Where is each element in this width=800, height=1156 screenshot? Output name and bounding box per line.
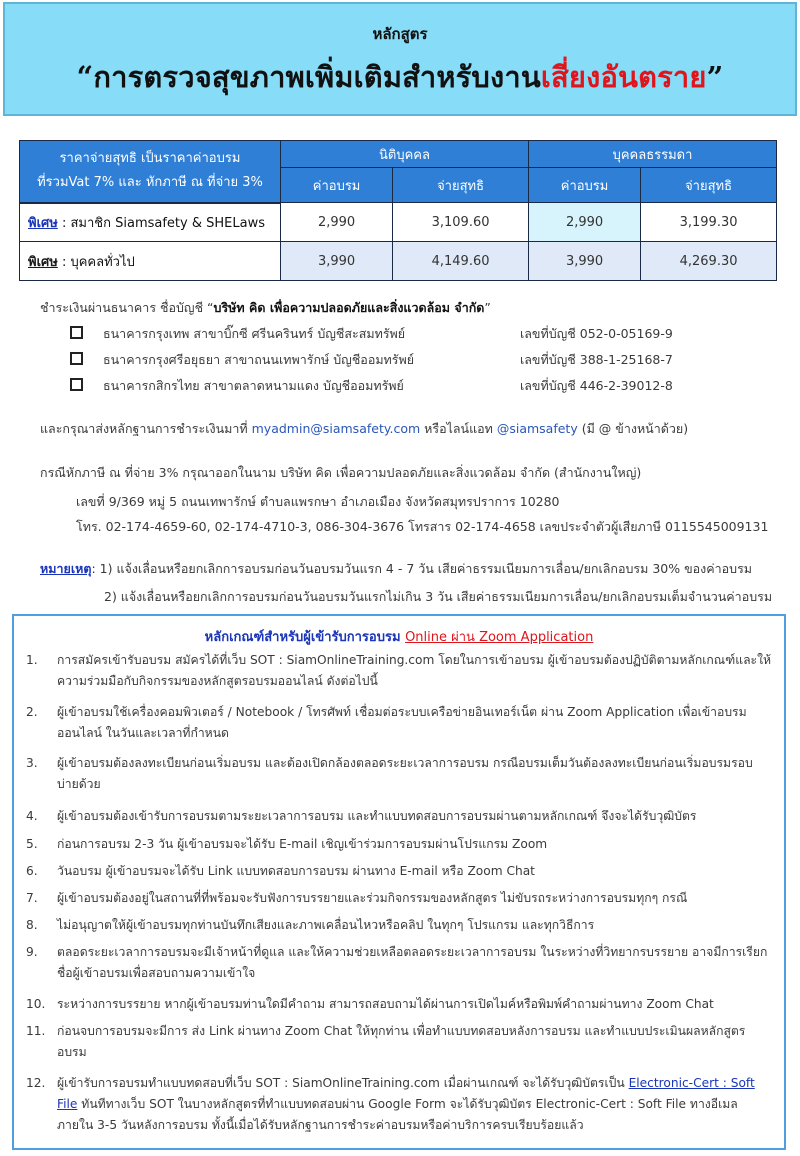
list-item xyxy=(14,1021,784,1073)
checkbox-icon xyxy=(70,378,83,391)
item-text: ระหว่างการบรรยาย หากผู้เข้าอบรมท่านใดมีคำถาม สามารถสอบถามได้ผ่านการเปิดไมค์หรือพิมพ์คำถามผ่านทาง Zoom Chat xyxy=(57,997,714,1011)
item-text: ผู้เข้ารับการอบรมทำแบบทดสอบที่เว็บ SOT : SiamOnlineTraining.com เมื่อผ่านเกณฑ์ จะได้รับวุฒิบัตรเป็น xyxy=(57,1076,629,1090)
individual-fee-cell: 3,990 xyxy=(528,242,640,281)
payment-intro xyxy=(40,298,770,318)
list-item xyxy=(14,834,784,861)
payment-section xyxy=(40,298,770,402)
item-number: 4. xyxy=(26,809,38,823)
header-banner xyxy=(3,2,797,116)
juristic-net-cell: 3,109.60 xyxy=(393,203,529,242)
row-label xyxy=(20,203,281,242)
line-id-link[interactable]: @siamsafety xyxy=(496,421,578,436)
bank-list xyxy=(40,324,770,402)
list-item xyxy=(14,702,784,753)
list-item xyxy=(14,994,784,1021)
rules-title-zoom: Online ผ่าน Zoom Application xyxy=(405,630,594,645)
list-item xyxy=(14,753,784,806)
item-text: ตลอดระยะเวลาการอบรมจะมีเจ้าหน้าที่ดูแล และให้ความช่วยเหลือตลอดระยะเวลาการอบรม ในระหว่างที่วิทยากรบรรยาย อาจมีการเรียกชื่อผู้เข้าอบรมเพื่อสอบถามความเข้าใจ xyxy=(57,945,768,980)
juristic-header: นิติบุคคล xyxy=(281,141,529,168)
price-note-line1: ราคาจ่ายสุทธิ เป็นราคาค่าอบรม xyxy=(59,151,241,167)
rules-title xyxy=(14,626,784,647)
juristic-fee-cell: 2,990 xyxy=(281,203,393,242)
remark-colon: : xyxy=(91,561,100,576)
bank-name: ธนาคารกรุงศรีอยุธยา สาขาถนนเทพารักษ์ บัญชีออมทรัพย์ xyxy=(103,352,415,367)
item-text: ผู้เข้าอบรมต้องเข้ารับการอบรมตามระยะเวลาการอบรม และทำแบบทดสอบการอบรมผ่านตามหลักเกณฑ์ จึงจะได้รับวุฒิบัตร xyxy=(57,809,697,823)
rules-title-text: หลักเกณฑ์สำหรับผู้เข้ารับการอบรม xyxy=(204,630,406,645)
list-item xyxy=(14,650,784,702)
account-name: บริษัท คิด เพื่อความปลอดภัยและสิ่งแวดล้อม จำกัด xyxy=(213,300,485,315)
juristic-net-header: จ่ายสุทธิ xyxy=(393,168,529,203)
list-item xyxy=(14,915,784,942)
list-item xyxy=(14,1073,784,1139)
title-main: “การตรวจสุขภาพเพิ่มเติมสำหรับงาน xyxy=(76,60,541,94)
price-note-line2: ที่รวมVat 7% และ หักภาษี ณ ที่จ่าย 3% xyxy=(37,175,263,191)
e-cert-link[interactable]: Electronic-Cert : Soft File xyxy=(57,1076,755,1111)
price-table xyxy=(19,140,777,281)
individual-net-header: จ่ายสุทธิ xyxy=(641,168,777,203)
bank-account: เลขที่บัญชี 388-1-25168-7 xyxy=(520,352,673,367)
title-end: ” xyxy=(706,60,724,94)
item-number: 11. xyxy=(26,1024,46,1038)
row-label xyxy=(20,242,281,281)
list-item xyxy=(14,942,784,994)
remark-item: 2) แจ้งเลื่อนหรือยกเลิกการอบรมก่อนวันอบรมวันแรกไม่เกิน 3 วัน เสียค่าธรรมเนียมการเลื่อน/ยกเลิกอบรมเต็มจำนวนค่าอบรม xyxy=(104,589,773,604)
list-item xyxy=(14,861,784,888)
evidence-text: (มี @ ข้างหน้าด้วย) xyxy=(577,421,689,436)
item-text: วันอบรม ผู้เข้าอบรมจะได้รับ Link แบบทดสอบการอบรม ผ่านทาง E-mail หรือ Zoom Chat xyxy=(57,864,535,878)
individual-header: บุคคลธรรมดา xyxy=(528,141,776,168)
list-item xyxy=(70,324,770,350)
list-item xyxy=(70,350,770,376)
juristic-fee-cell: 3,990 xyxy=(281,242,393,281)
remark-item: 1) แจ้งเลื่อนหรือยกเลิกการอบรมก่อนวันอบรมวันแรก 4 - 7 วัน เสียค่าธรรมเนียมการเลื่อน/ยกเลิกอบรม 30% ของค่าอบรม xyxy=(99,561,753,576)
rules-box xyxy=(12,614,786,1150)
title-danger: เสี่ยงอันตราย xyxy=(540,60,707,94)
item-number: 3. xyxy=(26,756,38,770)
special-tag: พิเศษ xyxy=(28,215,58,231)
item-text: การสมัครเข้ารับอบรม สมัครได้ที่เว็บ SOT : SiamOnlineTraining.com โดยในการเข้าอบรม ผู้เข้าอบรมต้องปฏิบัติตามหลักเกณฑ์และให้ความร่วมมือกับกิจกรรมของหลักสูตรอบรมออนไลน์ ดังต่อไปนี้ xyxy=(57,653,772,688)
list-item xyxy=(70,376,770,402)
checkbox-icon xyxy=(70,326,83,339)
item-text: ก่อนจบการอบรมจะมีการ ส่ง Link ผ่านทาง Zoom Chat ให้ทุกท่าน เพื่อทำแบบทดสอบหลังการอบรม และทำแบบประเมินผลหลักสูตรอบรม xyxy=(57,1024,746,1059)
remarks xyxy=(40,559,772,615)
table-row xyxy=(20,203,777,242)
special-tag: พิเศษ xyxy=(28,254,58,270)
individual-net-cell: 4,269.30 xyxy=(641,242,777,281)
item-number: 9. xyxy=(26,945,38,959)
payment-intro-text: ชำระเงินผ่านธนาคาร ชื่อบัญชี “ xyxy=(40,300,214,315)
item-text: ทันทีทางเว็บ SOT ในบางหลักสูตรที่ทำแบบทดสอบผ่าน Google Form จะได้รับวุฒิบัตร Electronic-Cert : Soft File ทางอีเมลภายใน 3-5 วันหลังการอบรม ทั้งนี้เมื่อได้รับหลักฐานการชำระค่าอบรมหรือค่าบริการครบเรียบร้อยแล้ว xyxy=(57,1097,738,1132)
course-title xyxy=(5,54,795,100)
individual-fee-header: ค่าอบรม xyxy=(528,168,640,203)
bank-name: ธนาคารกสิกรไทย สาขาตลาดหนามแดง บัญชีออมทรัพย์ xyxy=(103,378,404,393)
course-label: หลักสูตร xyxy=(372,25,428,43)
rules-list xyxy=(14,650,784,1139)
tax-info xyxy=(40,463,768,537)
evidence-text: และกรุณาส่งหลักฐานการชำระเงินมาที่ xyxy=(40,421,252,436)
item-number: 7. xyxy=(26,891,38,905)
table-row xyxy=(20,242,777,281)
item-number: 12. xyxy=(26,1076,46,1090)
price-note-header xyxy=(20,141,281,203)
remark-label: หมายเหตุ xyxy=(40,561,92,576)
tax-contact: โทร. 02-174-4659-60, 02-174-4710-3, 086-304-3676 โทรสาร 02-174-4658 เลขประจำตัวผู้เสียภาษี 0115545009131 xyxy=(76,519,769,534)
checkbox-icon xyxy=(70,352,83,365)
bank-name: ธนาคารกรุงเทพ สาขาบิ๊กซี ศรีนครินทร์ บัญชีสะสมทรัพย์ xyxy=(103,326,406,341)
item-text: ก่อนการอบรม 2-3 วัน ผู้เข้าอบรมจะได้รับ E-mail เชิญเข้าร่วมการอบรมผ่านโปรแกรม Zoom xyxy=(57,837,548,851)
bank-account: เลขที่บัญชี 052-0-05169-9 xyxy=(520,326,673,341)
email-link[interactable]: myadmin@siamsafety.com xyxy=(251,421,421,436)
item-text: ผู้เข้าอบรมต้องลงทะเบียนก่อนเริ่มอบรม และต้องเปิดกล้องตลอดระยะเวลาการอบรม กรณีอบรมเต็มวันต้องลงทะเบียนก่อนเริ่มอบรมรอบบ่ายด้วย xyxy=(57,756,753,791)
juristic-net-cell: 4,149.60 xyxy=(393,242,529,281)
item-number: 8. xyxy=(26,918,38,932)
item-number: 5. xyxy=(26,837,38,851)
individual-fee-cell: 2,990 xyxy=(528,203,640,242)
list-item xyxy=(14,806,784,834)
list-item xyxy=(14,888,784,915)
tax-address: เลขที่ 9/369 หมู่ 5 ถนนเทพารักษ์ ตำบลแพรกษา อำเภอเมือง จังหวัดสมุทรปราการ 10280 xyxy=(76,494,560,509)
item-number: 1. xyxy=(26,653,38,667)
item-number: 2. xyxy=(26,705,38,719)
tax-line: กรณีหักภาษี ณ ที่จ่าย 3% กรุณาออกในนาม บริษัท คิด เพื่อความปลอดภัยและสิ่งแวดล้อม จำกัด (สำนักงานใหญ่) xyxy=(40,465,642,480)
item-number: 10. xyxy=(26,997,46,1011)
row-label-text: : สมาชิก Siamsafety & SHELaws xyxy=(57,215,265,231)
evidence-text: หรือไลน์แอท xyxy=(420,421,497,436)
payment-evidence xyxy=(40,419,688,439)
item-number: 6. xyxy=(26,864,38,878)
bank-account: เลขที่บัญชี 446-2-39012-8 xyxy=(520,378,673,393)
individual-net-cell: 3,199.30 xyxy=(641,203,777,242)
item-text: ผู้เข้าอบรมต้องอยู่ในสถานที่ที่พร้อมจะรับฟังการบรรยายและร่วมกิจกรรมของหลักสูตร ไม่ขับรถระหว่างการอบรมทุกๆ กรณี xyxy=(57,891,688,905)
item-text: ไม่อนุญาตให้ผู้เข้าอบรมทุกท่านบันทึกเสียงและภาพเคลื่อนไหวหรือคลิป ในทุกๆ โปรแกรม และทุกวิธีการ xyxy=(57,918,595,932)
item-text: ผู้เข้าอบรมใช้เครื่องคอมพิวเตอร์ / Notebook / โทรศัพท์ เชื่อมต่อระบบเครือข่ายอินเทอร์เน็ต ผ่าน Zoom Application เพื่อเข้าอบรมออนไลน์ ในวันและเวลาที่กำหนด xyxy=(57,705,747,740)
juristic-fee-header: ค่าอบรม xyxy=(281,168,393,203)
remark-line xyxy=(40,559,772,587)
row-label-text: : บุคคลทั่วไป xyxy=(57,254,135,270)
payment-intro-end: ” xyxy=(484,300,491,315)
